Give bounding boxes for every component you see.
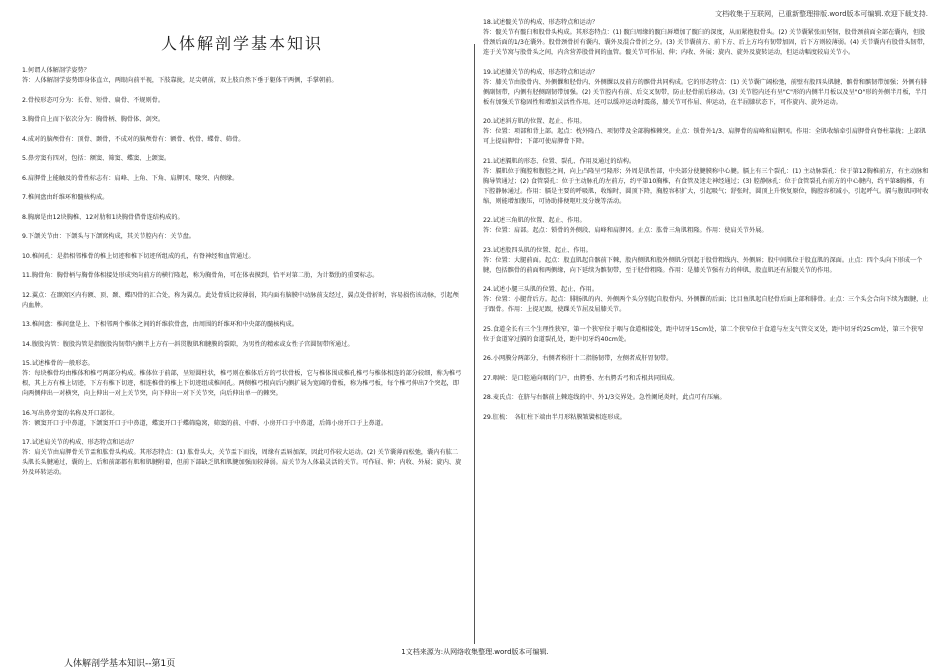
answer-text: 答：位置：项部和背上部。起点：枕外隆凸、项韧带及全部胸椎棘突。止点：锁骨外1/3、肩胛骨的肩峰和肩胛冈。作用：全肌收缩牵引肩胛骨向脊柱靠拢；上部肌可上提肩胛骨；下部可使肩胛骨下降。 [483,128,927,145]
qa-item [22,320,462,330]
answer-text: 答：膈肌位于胸腔和腹腔之间，向上凸隆呈弓隆形；外周是肌性部，中央部分使腱膜称中心腱。膈上有三个裂孔：(1) 主动脉裂孔：位于第12胸椎前方，有主动脉和胸导管通过；(2) 食管裂孔：位于主动脉孔的左前方，约平第10胸椎，有食管及迷走神经通过；(3) 腔静脉孔：位于食管裂孔右前方的中心腱内，约平第8胸椎，有下腔静脉通过。作用：膈是主要的呼吸肌，收缩时，圆顶下降，胸腔容积扩大，引起吸气；舒张时，圆顶上升恢复原位，胸腔容积减小，引起呼气。膈与腹肌同时收缩，则能增加腹压，可协助排便呕吐及分娩等活动。 [483,167,929,205]
qa-item [483,68,929,108]
qa-item [22,232,462,242]
qa-item [22,213,462,223]
column-divider [474,44,475,644]
question-text: 26.小网膜分两部分，右侧者称肝十二指肠韧带，左侧者成肝胃韧带。 [483,355,673,362]
qa-item [22,154,462,164]
question-text: 22.试述三角肌的位置、起止、作用。 [483,217,586,224]
qa-item [22,438,462,478]
question-text: 2.骨按形态可分为：长骨、短骨、扁骨、不规则骨。 [22,96,165,104]
question-text: 23.试述股四头肌的位置、起止、作用。 [483,246,592,254]
question-text: 6.肩胛骨上能触及的骨性标志有：肩峰、上角、下角、肩胛冈、喙突、内侧缘。 [22,174,239,182]
question-text: 5.鼻旁窦有四对，包括：额窦、筛窦、蝶窦、上颌窦。 [22,155,171,162]
right-item-list [483,18,929,423]
question-text: 27.咽峡：是口腔通向咽的门户，由腭垂、左右腭舌弓和舌根共同围成。 [483,374,679,382]
qa-item [22,252,462,262]
answer-text: 答：位置：大腿前面。起点：股直肌起自髂前下棘，股内侧肌和股外侧肌分别起于股骨粗线内、外侧唇；股中间肌位于股直肌的深面。止点：四个头向下形成一个腱，包括髌骨的前面和两侧缘，向下延续为髌韧带，至于胫骨粗隆。作用：是膝关节强有力的伸肌，股直肌还有屈髋关节的作用。 [483,256,923,274]
qa-item [483,393,929,403]
qa-item [22,174,462,184]
qa-item [22,409,462,429]
qa-item [483,354,929,364]
header-note: 文档收集于互联网，已重新整理排版.word版本可编辑.欢迎下载支持. [715,10,928,18]
qa-item [483,325,929,345]
question-text: 1.何谓人体解剖学姿势？ [22,67,90,74]
answer-text: 答：位置：肩部。起点：锁骨的外侧段、肩峰和肩胛冈。止点：肱骨三角肌粗隆。作用：使肩关节外展。 [483,227,768,234]
document-title: 人体解剖学基本知识 [160,34,323,53]
qa-item [483,216,929,236]
left-item-list [22,66,462,478]
qa-item [483,413,929,423]
question-text: 16.写出鼻旁窦的名称及开口部位。 [22,409,119,417]
question-text: 7.椎间盘由纤维环和髓核构成。 [22,194,109,201]
right-column [483,18,929,432]
left-column [22,10,462,488]
question-text: 15.试述椎骨的一般形态。 [22,360,94,367]
qa-item [483,117,929,147]
answer-text: 答：位置：小腿背后方。起点：腓肠肌的内、外侧两个头分别起自股骨内、外侧髁的后面；比目鱼肌起自胫骨后面上部和腓骨。止点：三个头会合向下续为跟腱，止于跟骨。作用：上提足跟，使踝关节屈及屈膝关节。 [483,296,929,313]
qa-item [22,66,462,86]
question-text: 12.翼点：在颞窝区内有额、顶、颞、蝶四骨的汇合处，称为翼点。此处骨质比较薄弱，其内面有脑膜中动脉前支经过，翼点处骨折时，容易损伤该动脉，引起颅内血肿。 [22,291,459,309]
question-text: 13.椎间盘：椎间盘是上、下相邻两个椎体之间的纤维软骨盘，由周围的纤维环和中央部的髓核构成。 [22,321,298,328]
question-text: 24.试述小腿三头肌的位置、起止、作用。 [483,286,599,293]
answer-text: 答：膝关节由股骨内、外侧髁和胫骨内、外侧髁以及前方的髌骨共同构成。它的形态特点：(1) 关节囊广阔松弛，前壁有股四头肌腱、髌骨和髌韧带加强；外侧有腓侧副韧带，内侧有胫侧副韧带加强。(2) 关节腔内有前、后交叉韧带，防止胫骨前后移动。(3) 关节腔内还有呈"C"形的内侧半月板以及呈"O"形的外侧半月板，半月板有加强关节稳固性和增加灵活性作用。还可以缓冲运动时震荡，膝关节可作屈、伸运动，在半屈膝状态下，可作旋内、旋外运动。 [483,78,928,106]
qa-item [22,271,462,281]
question-text: 21.试述膈肌的形态、位置、裂孔、作用及通过的结构。 [483,157,636,165]
answer-text: 答：每块椎骨均由椎体和椎弓两部分构成。椎体位于前部，呈短圆柱状，椎弓则在椎体后方的弓状骨板，它与椎体围成椎孔椎弓与椎体相连的部分较细，称为椎弓根，其上方有椎上切迹，下方有椎下切迹，相连椎骨的椎上下切迹组成椎间孔。两侧椎弓根向后内侧扩展为宽阔的骨板，称为椎弓板，每个椎弓伸出7个突起，即向两侧伸出一对横突，向上伸出一对上关节突，向下伸出一对下关节突，向后伸出单一的棘突。 [22,370,462,397]
qa-item [22,115,462,125]
qa-item [22,340,462,350]
qa-item [483,157,929,207]
question-text: 10.椎间孔：是指相邻椎骨的椎上切迹和椎下切迹所组成的孔，有脊神经和血管通过。 [22,252,255,260]
qa-item [22,193,462,203]
question-text: 25.食道全长有三个生理性狭窄，第一个狭窄位于咽与食道相接处，距中切牙15cm处，第二个狭窄位于食道与左支气管交叉处，距中切牙约25cm处，第三个狭窄位于食道穿过膈的食道裂孔处，距中切牙约40cm处。 [483,325,924,343]
question-text: 14.腹股沟管：腹股沟管是指腹股沟韧带内侧半上方有一斜贯腹肌和腱膜的裂隙，为男性的精索或女性子宫圆韧带所通过。 [22,340,354,348]
qa-item [22,135,462,145]
question-text: 17.试述肩关节的构成、形态特点和运动？ [22,439,138,446]
question-text: 18.试述髋关节的构成、形态特点和运动？ [483,19,599,26]
question-text: 29.肛梳： 各肛柱下端由半月形粘膜皱襞相连形成。 [483,413,626,421]
page-label: 人体解剖学基本知识--第1页 [64,659,176,669]
answer-text: 答：额窦开口于中鼻道，下颌窦开口于中鼻道，蝶窦开口于蝶筛隐窝，筛窦的前、中群、小房开口于中鼻道，后筛小房开口于上鼻道。 [22,419,388,427]
qa-item [483,285,929,315]
question-text: 4.成对的脑颅骨有：顶骨、颞骨，不成对的脑颅骨有：额骨、枕骨、蝶骨、筛骨。 [22,135,245,143]
question-text: 19.试述膝关节的构成、形态特点和运动？ [483,68,599,76]
qa-item [22,359,462,399]
answer-text: 答：人体解剖学姿势即身体直立，两眼向前平视，下肢靠拢，足尖朝前，双上肢自然下垂于躯体干两侧，手掌朝前。 [22,77,338,84]
question-text: 28.麦氏点：在脐与右髂前上棘连线的中、外1/3交界处。急性阑尾炎时，此点可有压痛。 [483,394,726,401]
qa-item [22,96,462,106]
answer-text: 答：肩关节由肩胛骨关节盂和肱骨头构成。其形态特点：(1) 肱骨头大，关节盂下而浅，周缘有盂唇加深，因此可作较大运动。(2) 关节囊薄而松弛，囊内有肱二头肌长头腱通过，囊的上、后和前部都有肌和肌腱附着，但前下部缺乏肌和肌腱加强而较薄弱。肩关节为人体最灵活的关节。可作屈、伸；内收、外展；旋内、旋外及环转运动。 [22,449,462,476]
qa-item [483,246,929,276]
question-text: 11.胸骨角：胸骨柄与胸骨体相接处形成突向前方的横行隆起，称为胸骨角，可在体表摸到，恰平对第二肋，为计数肋的重要标志。 [22,272,379,279]
qa-item [22,291,462,311]
question-text: 9.下颌关节由：下颌头与下颌窝构成，其关节腔内有：关节盘。 [22,233,195,240]
footer-source-note: 1文档来源为:从网络收集整理.word版本可编辑. [401,648,549,656]
qa-item [483,18,929,58]
answer-text: 答：髋关节有髋臼和股骨头构成。其形态特点：(1) 髋臼周缘的髋臼唇增加了髋臼的深度，从而紧抱股骨头。(2) 关节囊紧张而坚韧，股骨颈前面全部在囊内，但股骨颈后面的1/3在囊外。股骨颈骨折有囊内、囊外及混合骨折之分。(3) 关节囊前方、前下方、后上方均有韧带加固，后下方则较薄弱。(4) 关节囊内有股骨头韧带，连于关节窝与股骨头之间，内含营养股骨间的血管。髋关节可作屈、伸；内收、外展；旋内、旋外及旋转运动，但运动幅度较肩关节小。 [483,29,929,56]
question-text: 8.胸廓是由12块胸椎、12对肋和1块胸骨借骨连结构成的。 [22,213,184,221]
qa-item [483,374,929,384]
question-text: 20.试述斜方肌的位置、起止、作用。 [483,118,586,125]
question-text: 3.胸骨自上而下依次分为：胸骨柄、胸骨体、剑突。 [22,116,165,123]
